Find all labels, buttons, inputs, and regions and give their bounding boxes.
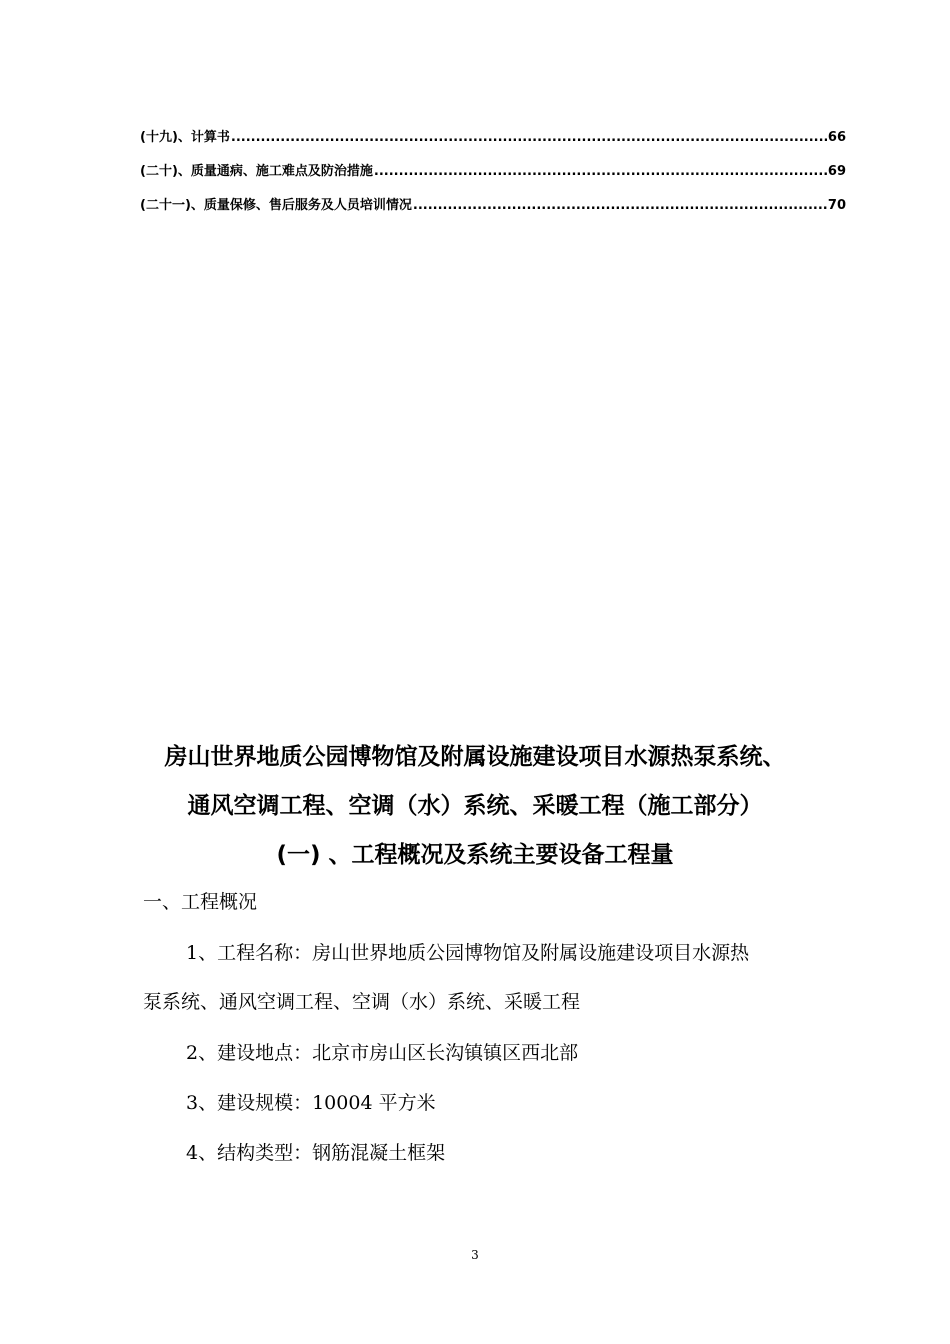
toc-entry-number: (二十) <box>140 164 178 179</box>
toc-entry-title: 、质量保修、售后服务及人员培训情况 <box>190 198 412 213</box>
toc-entry-page: 69 <box>827 164 846 179</box>
structure-type: 4、结构类型：钢筋混凝土框架 <box>186 1142 446 1164</box>
toc-entry-page: 66 <box>827 130 846 145</box>
toc-entry[interactable] <box>140 194 846 228</box>
toc-entry-number: (二十一) <box>140 198 191 213</box>
construction-scale: 3、建设规模：10004 平方米 <box>186 1092 436 1114</box>
table-of-contents <box>140 126 846 228</box>
project-name-continuation: 泵系统、通风空调工程、空调（水）系统、采暖工程 <box>143 991 581 1013</box>
toc-entry-title: 、质量通病、施工难点及防治措施 <box>177 164 373 179</box>
page-number: 3 <box>471 1248 479 1262</box>
toc-entry-page: 70 <box>827 198 846 213</box>
construction-location: 2、建设地点：北京市房山区长沟镇镇区西北部 <box>186 1042 579 1064</box>
toc-entry-number: (十九) <box>140 130 178 145</box>
toc-leader-dots <box>231 130 827 145</box>
section-title: 一、工程概况 <box>143 891 258 913</box>
toc-entry[interactable] <box>140 160 846 194</box>
toc-leader-dots <box>374 164 827 179</box>
document-title-line-1: 房山世界地质公园博物馆及附属设施建设项目水源热泵系统、 <box>164 744 786 770</box>
project-name-line: 1、工程名称：房山世界地质公园博物馆及附属设施建设项目水源热 <box>186 942 750 964</box>
chapter-title: (一) 、工程概况及系统主要设备工程量 <box>276 842 674 868</box>
document-title-line-2: 通风空调工程、空调（水）系统、采暖工程（施工部分） <box>187 793 763 819</box>
toc-leader-dots <box>413 198 827 213</box>
toc-entry[interactable] <box>140 126 846 160</box>
toc-entry-title: 、计算书 <box>177 130 230 145</box>
